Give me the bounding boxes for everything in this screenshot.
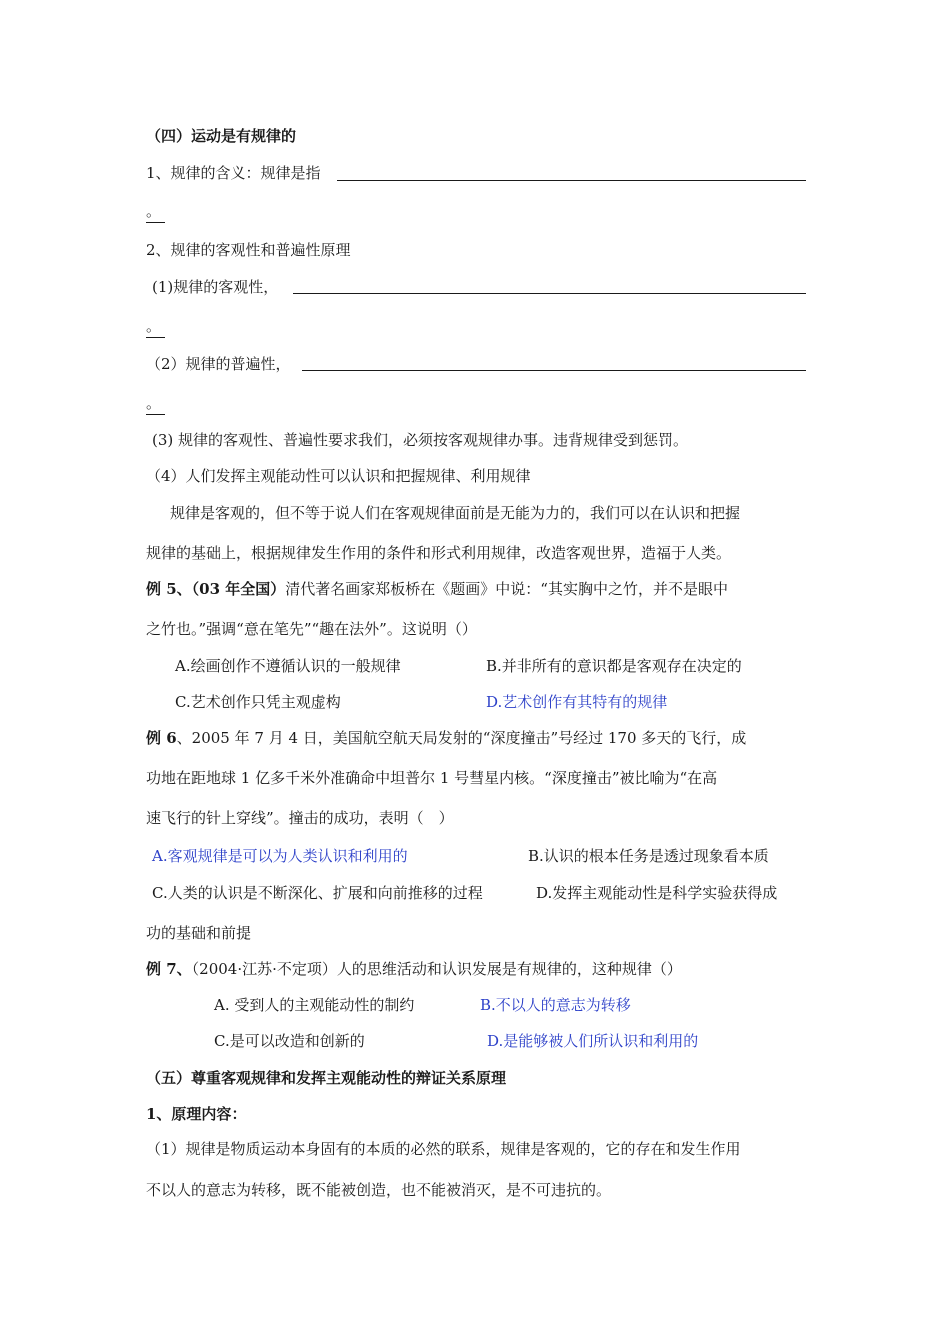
example-6-option-d-continued: 功的基础和前提 [146, 924, 252, 942]
paragraph-line-2: 规律的基础上，根据规律发生作用的条件和形式利用规律，改造客观世界，造福于人类。 [146, 544, 732, 562]
example-6-option-a: A.客观规律是可以为人类认识和利用的 [152, 847, 408, 865]
sub-3-text: (3) 规律的客观性、普遍性要求我们，必须按客观规律办事。违背规律受到惩罚。 [152, 431, 689, 449]
example-6-option-d: D.发挥主观能动性是科学实验获得成 [536, 884, 778, 902]
example-7-text: （2004·江苏·不定项）人的思维活动和认识发展是有规律的，这种规律（） [191, 960, 682, 978]
example-5-text: 清代著名画家郑板桥在《题画》中说：“其实胸中之竹，并不是眼中 [285, 580, 728, 598]
end-mark: 。 [146, 315, 165, 338]
fill-blank-objectivity[interactable] [293, 293, 806, 294]
example-6-line-3: 速飞行的针上穿线”。撞击的成功，表明（ ） [146, 809, 454, 827]
end-mark-row-3 [146, 392, 808, 415]
sub-2-universality [146, 353, 808, 375]
example-6-option-c: C.人类的认识是不断深化、扩展和向前推移的过程 [152, 884, 483, 902]
end-mark-row [146, 200, 808, 223]
sub-1-text: (1)规律的客观性， [152, 278, 279, 296]
example-7-label: 例 7、 [146, 960, 192, 978]
example-7-option-c: C.是可以改造和创新的 [214, 1032, 365, 1050]
section-5-item-1: 1、原理内容： [146, 1105, 247, 1123]
fill-blank-universality[interactable] [302, 370, 806, 371]
section-5-title: （五）尊重客观规律和发挥主观能动性的辩证关系原理 [146, 1069, 507, 1087]
section-5-paragraph-line-1: （1）规律是物质运动本身固有的本质的必然的联系，规律是客观的，它的存在和发生作用 [146, 1140, 741, 1158]
example-5-option-d: D.艺术创作有其特有的规律 [486, 693, 668, 711]
example-5-label: 例 5、 [146, 580, 192, 598]
sub-4-text: （4）人们发挥主观能动性可以认识和把握规律、利用规律 [146, 467, 531, 485]
example-6-text: 、2005 年 7 月 4 日，美国航空航天局发射的“深度撞击”号经过 170 多天的飞行，成 [176, 729, 747, 747]
example-5-option-a: A.绘画创作不遵循认识的一般规律 [175, 657, 401, 675]
example-6-label: 例 6 [146, 729, 177, 747]
section-5-paragraph-line-2: 不以人的意志为转移，既不能被创造，也不能被消灭，是不可违抗的。 [146, 1181, 612, 1199]
fill-blank-law-meaning[interactable] [337, 180, 806, 181]
example-7-line-1 [146, 958, 808, 980]
example-7-option-b: B.不以人的意志为转移 [480, 996, 631, 1014]
example-5-option-c: C.艺术创作只凭主观虚构 [175, 693, 341, 711]
example-6-line-2: 功地在距地球 1 亿多千米外准确命中坦普尔 1 号彗星内核。“深度撞击”被比喻为“在高 [146, 769, 718, 787]
item-2-title: 2、规律的客观性和普遍性原理 [146, 241, 351, 259]
example-5-line-1 [146, 578, 808, 600]
example-5-source: （03 年全国） [191, 580, 286, 598]
example-6-line-1 [146, 727, 808, 749]
item-1-text: 1、规律的含义：规律是指 [146, 164, 321, 182]
section-4-title: （四）运动是有规律的 [146, 127, 297, 145]
paragraph-line-1: 规律是客观的，但不等于说人们在客观规律面前是无能为力的，我们可以在认识和把握 [170, 504, 741, 522]
end-mark: 。 [146, 200, 165, 223]
example-5-option-b: B.并非所有的意识都是客观存在决定的 [486, 657, 742, 675]
example-7-option-d: D.是能够被人们所认识和利用的 [487, 1032, 699, 1050]
example-6-option-b: B.认识的根本任务是透过现象看本质 [528, 847, 769, 865]
example-5-line-2: 之竹也。”强调“意在笔先”“趣在法外”。这说明（） [146, 620, 477, 638]
example-7-option-a: A. 受到人的主观能动性的制约 [214, 996, 415, 1014]
sub-1-objectivity [152, 276, 808, 298]
end-mark-row-2 [146, 315, 808, 338]
end-mark: 。 [146, 392, 165, 415]
sub-2-text: （2）规律的普遍性， [146, 355, 291, 373]
